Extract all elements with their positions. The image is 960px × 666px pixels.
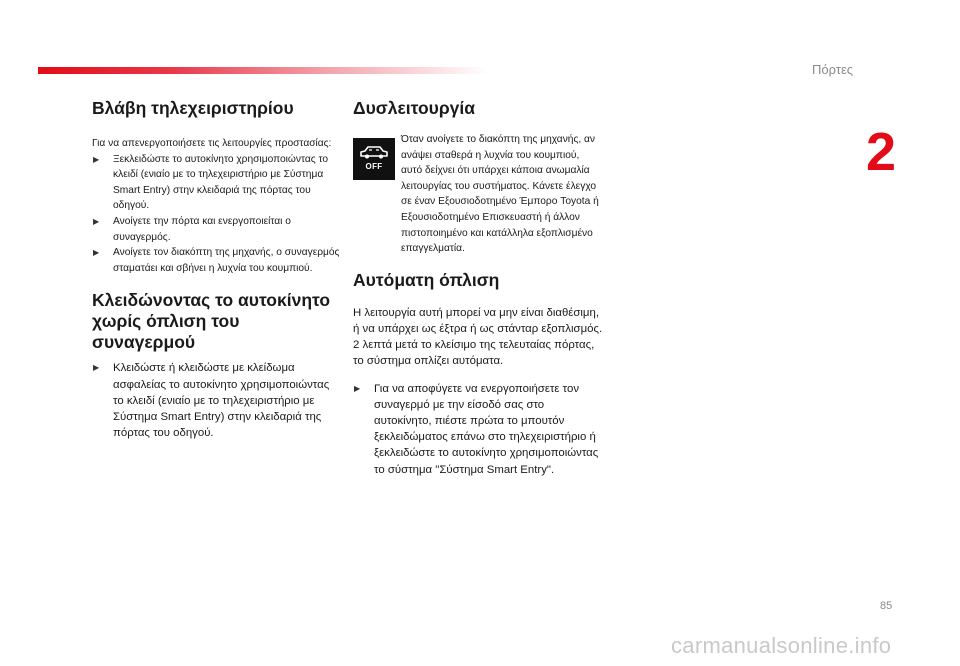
watermark: carmanualsonline.info [671,633,892,658]
auto-arming-heading: Αυτόματη όπλιση [353,269,500,290]
remote-failure-intro: Για να απενεργοποιήσετε τις λειτουργίες προστασίας: [92,138,332,149]
alarm-off-icon [353,138,395,180]
malfunction-text: Όταν ανοίγετε το διακόπτη της μηχανής, αν ανάψει σταθερά η λυχνία του κουμπιού, αυτό δείχνει ότι υπάρχει κάποια ανωμαλία λειτουργίας του συστήματος. Κάνετε έλεγχο σε έναν Εξουσιοδοτημένο Έμπορο Toyota ή Εξουσιοδοτημένο Επισκευαστή ή άλλον πιστοποιημένο και κατάλληλα εξοπλισμένο επαγγελματία. [401,134,599,255]
auto-arming-list [353,381,603,478]
auto-arming-text-1: Η λειτουργία αυτή μπορεί να μην είναι διαθέσιμη, ή να υπάρχει ως έξτρα ή ως στάνταρ εξοπλισμός. [353,306,603,335]
remote-failure-heading: Βλάβη τηλεχειριστηρίου [92,98,294,118]
list-item: ▶ Για να αποφύγετε να ενεργοποιήσετε τον συναγερμό με την είσοδό σας στο αυτοκίνητο, πιέστε πρώτα το μπουτόν ξεκλειδώματος επάνω στο τηλεχειριστήριο ή ξεκλειδώστε το αυτοκίνητο χρησιμοποιώντας το σύστημα "Σύστημα Smart Entry". [353,381,603,478]
lock-without-alarm-heading [92,290,340,353]
left-column [92,98,340,441]
malfunction-block [353,135,603,257]
heading-line: χωρίς όπλιση του συναγερμού [92,311,240,353]
auto-arming-text-2: 2 λεπτά μετά το κλείσιμο της τελευταίας πόρτας, το σύστημα οπλίζει αυτόματα. [353,339,595,368]
list-item: ▶ Ανοίγετε τον διακόπτη της μηχανής, ο συναγερμός σταματάει και σβήνει η λυχνία του κουμπιού. [92,245,340,276]
list-item: ▶ Ανοίγετε την πόρτα και ενεργοποιείται ο συναγερμός. [92,214,340,245]
right-column [353,98,603,478]
chapter-number: 2 [866,122,897,182]
section-title: Πόρτες [812,62,854,77]
list-item: ▶ Ξεκλειδώστε το αυτοκίνητο χρησιμοποιώντας το κλειδί (ενιαίο με το τηλεχειριστήριο με Σύστημα Smart Entry) στην κλειδαριά της πόρτας του οδηγού. [92,152,340,214]
page-number: 85 [880,600,893,612]
car-icon [358,144,390,160]
remote-failure-list [92,152,340,277]
list-item: ▶ Κλειδώστε ή κλειδώστε με κλείδωμα ασφαλείας το αυτοκίνητο χρησιμοποιώντας το κλειδί (ενιαίο με το τηλεχειριστήριο με Σύστημα Smart Entry) στην κλειδαριά της πόρτας του οδηγού. [92,360,340,441]
heading-line: Κλειδώνοντας το αυτοκίνητο [92,290,331,311]
header-accent-bar [38,67,488,74]
lock-without-alarm-list [92,360,340,441]
malfunction-heading: Δυσλειτουργία [353,98,476,118]
alarm-off-label: OFF [365,162,383,171]
